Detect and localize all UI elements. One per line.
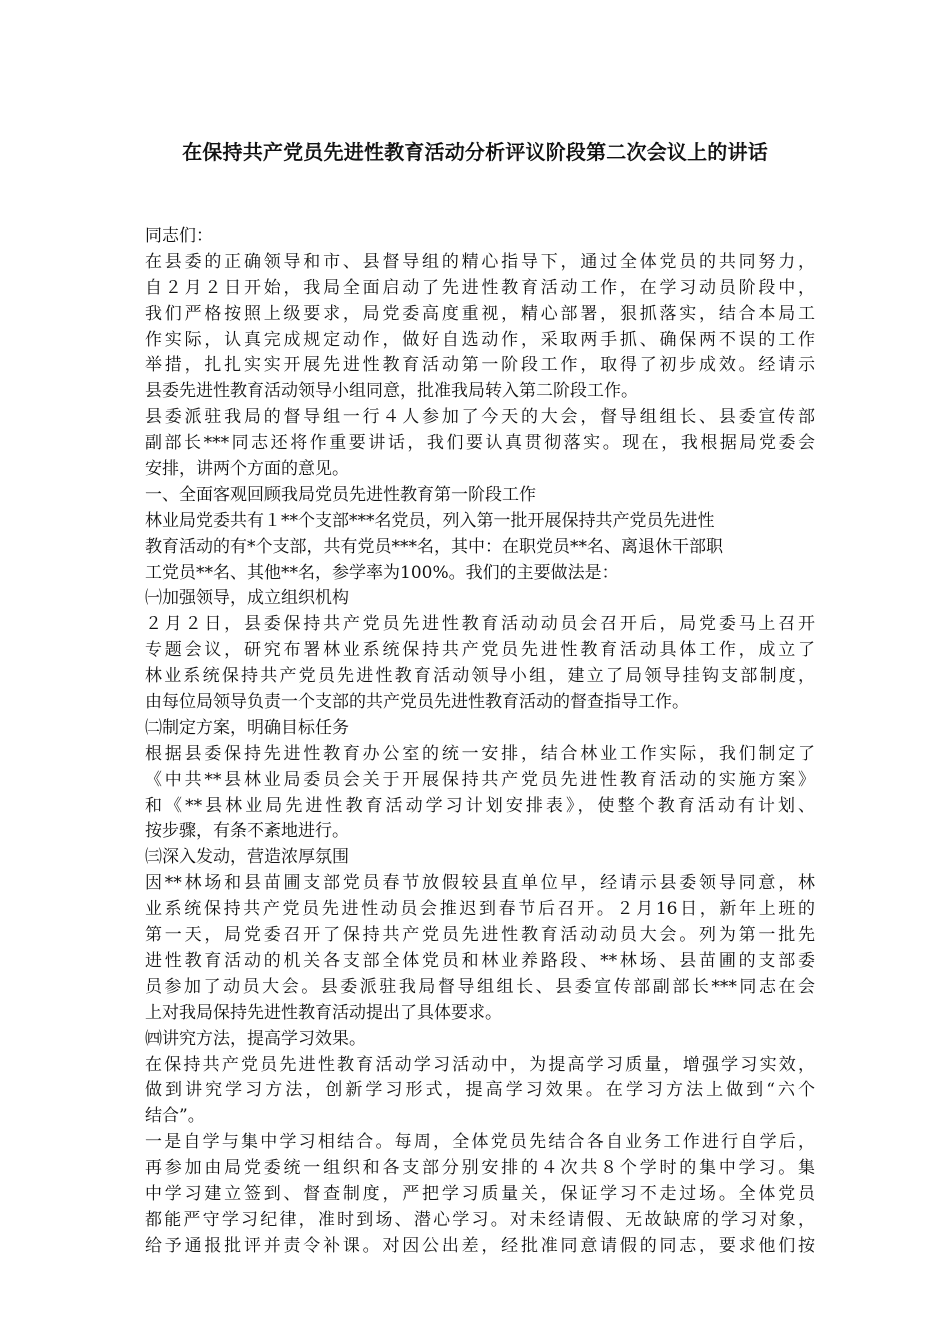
text-line: 第一天，局党委召开了保持共产党员先进性教育活动动员大会。列为第一批先 [145, 925, 815, 946]
text-line: 都能严守学习纪律，准时到场、潜心学习。对未经请假、无故缺席的学习对象， [145, 1209, 815, 1230]
text-line: 县委派驻我局的督导组一行４人参加了今天的大会，督导组组长、县委宣传部 [145, 407, 815, 428]
text-line: ２月２日，县委保持共产党员先进性教育活动动员会召开后，局党委马上召开 [145, 614, 815, 635]
text-line: 在保持共产党员先进性教育活动学习活动中，为提高学习质量，增强学习实效， [145, 1054, 815, 1075]
text-line: 安排，讲两个方面的意见。 [145, 459, 349, 480]
text-line: 上对我局保持先进性教育活动提出了具体要求。 [145, 1002, 502, 1023]
text-line: 由每位局领导负责一个支部的共产党员先进性教育活动的督查指导工作。 [145, 692, 689, 713]
text-line: 《中共**县林业局委员会关于开展保持共产党员先进性教育活动的实施方案》 [145, 769, 815, 790]
text-line: ㈢深入发动，营造浓厚氛围 [145, 847, 349, 868]
text-line: 我们严格按照上级要求，局党委高度重视，精心部署，狠抓落实，结合本局工 [145, 303, 815, 324]
text-line: 林业系统保持共产党员先进性教育活动领导小组，建立了局领导挂钩支部制度， [145, 666, 815, 687]
document-title: 在保持共产党员先进性教育活动分析评议阶段第二次会议上的讲话 [182, 140, 768, 164]
text-line: ㈣讲究方法，提高学习效果。 [145, 1028, 366, 1049]
text-line: 业系统保持共产党员先进性动员会推迟到春节后召开。２月16日，新年上班的 [145, 899, 815, 920]
text-line: 专题会议，研究布署林业系统保持共产党员先进性教育活动具体工作，成立了 [145, 640, 815, 661]
text-line: 自２月２日开始，我局全面启动了先进性教育活动工作，在学习动员阶段中， [145, 277, 815, 298]
text-line: 副部长***同志还将作重要讲话，我们要认真贯彻落实。现在，我根据局党委会 [145, 433, 815, 454]
text-line: 工党员**名、其他**名，参学率为100%。我们的主要做法是： [145, 562, 619, 583]
text-line: 县委先进性教育活动领导小组同意，批准我局转入第二阶段工作。 [145, 381, 638, 402]
text-line: ㈡制定方案，明确目标任务 [145, 717, 349, 738]
text-line: 教育活动的有*个支部，共有党员***名，其中：在职党员**名、离退休干部职 [145, 536, 723, 557]
text-line: 进性教育活动的机关各支部全体党员和林业养路段、**林场、县苗圃的支部委 [145, 950, 815, 971]
text-line: 根据县委保持先进性教育办公室的统一安排，结合林业工作实际，我们制定了 [145, 743, 815, 764]
text-line: 再参加由局党委统一组织和各支部分别安排的４次共８个学时的集中学习。集 [145, 1158, 815, 1179]
text-line: 一是自学与集中学习相结合。每周，全体党员先结合各自业务工作进行自学后， [145, 1132, 815, 1153]
text-line: 一、全面客观回顾我局党员先进性教育第一阶段工作 [145, 484, 536, 505]
text-line: 员参加了动员大会。县委派驻我局督导组组长、县委宣传部副部长***同志在会 [145, 976, 815, 997]
text-line: 按步骤，有条不紊地进行。 [145, 821, 349, 842]
text-line: ㈠加强领导，成立组织机构 [145, 588, 349, 609]
text-line: 中学习建立签到、督查制度，严把学习质量关，保证学习不走过场。全体党员 [145, 1183, 815, 1204]
text-line: 因**林场和县苗圃支部党员春节放假较县直单位早，经请示县委领导同意，林 [145, 873, 815, 894]
text-line: 结合”。 [145, 1106, 205, 1127]
text-line: 作实际，认真完成规定动作，做好自选动作，采取两手抓、确保两不误的工作 [145, 329, 815, 350]
text-line: 在县委的正确领导和市、县督导组的精心指导下，通过全体党员的共同努力， [145, 251, 815, 272]
text-line: 林业局党委共有１**个支部***名党员，列入第一批开展保持共产党员先进性 [145, 510, 715, 531]
text-line: 做到讲究学习方法，创新学习形式，提高学习效果。在学习方法上做到“六个 [145, 1080, 815, 1101]
text-line: 同志们： [145, 226, 213, 246]
text-line: 和《**县林业局先进性教育活动学习计划安排表》，使整个教育活动有计划、 [145, 795, 815, 816]
text-line: 给予通报批评并责令补课。对因公出差，经批准同意请假的同志，要求他们按 [145, 1235, 815, 1256]
text-line: 举措，扎扎实实开展先进性教育活动第一阶段工作，取得了初步成效。经请示 [145, 355, 815, 376]
document-body [145, 224, 815, 1260]
